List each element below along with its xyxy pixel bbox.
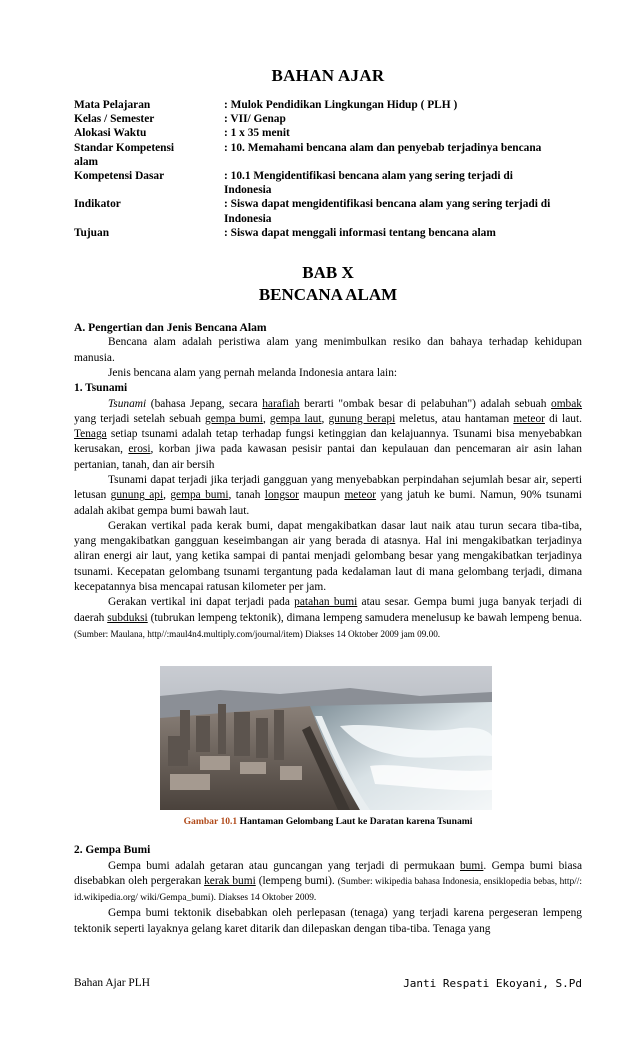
footer-author: Janti Respati Ekoyani, S.Pd — [403, 977, 582, 990]
text-run: yang jatuh ke bumi. Namun, 90% tsunami adalah akibat gempa bumi bawah laut. — [74, 489, 582, 517]
link-longsor[interactable]: longsor — [264, 489, 299, 502]
figure-caption — [74, 814, 582, 829]
meta-value: : 10.1 Mengidentifikasi bencana alam yang sering terjadi di — [224, 170, 513, 183]
text-run: di laut. — [544, 412, 582, 425]
meta-row — [74, 98, 582, 112]
chapter-title: BENCANA ALAM — [258, 285, 398, 305]
section-a-heading: A. Pengertian dan Jenis Bencana Alam — [74, 321, 267, 335]
body-text — [74, 320, 582, 937]
figure-label: Gambar 10.1 — [183, 815, 238, 827]
meta-value: : 10. Memahami bencana alam dan penyebab terjadinya bencana — [224, 141, 542, 154]
link-gempa-laut[interactable]: gempa laut — [269, 412, 322, 425]
meta-row — [74, 226, 582, 240]
meta-value: Indonesia — [224, 212, 272, 225]
meta-row — [74, 112, 582, 126]
text-run: (bahasa Jepang, secara — [146, 397, 263, 410]
text-run: Gerakan vertikal ini dapat terjadi pada — [108, 596, 295, 609]
meta-table — [74, 98, 582, 240]
term-tsunami: Tsunami — [108, 397, 147, 410]
meta-key: Kompetensi Dasar — [74, 170, 165, 183]
meta-row — [74, 141, 582, 155]
gempa-heading: 2. Gempa Bumi — [74, 844, 151, 857]
meta-value: : Siswa dapat mengidentifikasi bencana alam yang sering terjadi di — [224, 198, 551, 211]
link-gempa-bumi-2[interactable]: gempa bumi — [170, 489, 229, 502]
meta-key: Alokasi Waktu — [74, 127, 147, 140]
text-run: , korban jiwa pada kawasan pesisir pantai dan kepulauan dan pencemaran air asin lahan pertanian, tanah, dan air bersih — [74, 443, 582, 471]
meta-value: : 1 x 35 menit — [224, 127, 290, 140]
meta-row — [74, 155, 582, 169]
meta-key: Mata Pelajaran — [74, 99, 151, 111]
document-page — [74, 0, 582, 937]
text-run: Tsunami dapat terjadi jika terjadi gangguan yang menyebabkan perpindahan sejumlah besar air, seperti letusan — [74, 474, 582, 502]
intro-paragraph-2: Jenis bencana alam yang pernah melanda Indonesia antara lain: — [108, 366, 398, 379]
chapter-number: BAB X — [302, 263, 354, 283]
tsunami-heading: 1. Tsunami — [74, 382, 128, 395]
link-kerak-bumi[interactable]: kerak bumi — [204, 874, 256, 887]
meta-value: : Siswa dapat menggali informasi tentang bencana alam — [224, 226, 496, 239]
meta-row — [74, 126, 582, 140]
meta-row — [74, 183, 582, 197]
link-harafiah[interactable]: harafiah — [262, 397, 300, 410]
gempa-paragraph-1 — [74, 859, 582, 907]
link-patahan-bumi[interactable]: patahan bumi — [294, 596, 358, 609]
tsunami-photo-image — [160, 666, 492, 810]
link-bumi[interactable]: bumi — [459, 859, 484, 872]
tsunami-paragraph-1 — [74, 397, 582, 473]
link-subduksi[interactable]: subduksi — [107, 611, 148, 624]
document-title: BAHAN AJAR — [271, 66, 385, 85]
text-run: (tubrukan lempeng tektonik), dimana lempeng samudera menelusup ke bawah lempeng benua. — [147, 611, 583, 624]
text-run: , tanah — [228, 489, 265, 502]
link-gunung-berapi[interactable]: gunung berapi — [328, 412, 396, 425]
text-run: , — [321, 412, 329, 425]
text-run: Gempa bumi adalah getaran atau guncangan yang terjadi di permukaan — [108, 859, 460, 872]
link-gunung-api[interactable]: gunung api — [110, 489, 164, 502]
link-meteor-2[interactable]: meteor — [344, 489, 377, 502]
text-run: , — [262, 412, 270, 425]
text-run: setiap tsunami adalah tetap terhadap fungsi ketinggian dan kelajuannya. Tsunami bisa menyebabkan kerusakan, — [74, 428, 582, 456]
figure-caption-text: Hantaman Gelombang Laut ke Daratan karena Tsunami — [237, 815, 473, 827]
tsunami-paragraph-2 — [74, 473, 582, 519]
tsunami-photo — [160, 666, 492, 810]
link-tenaga[interactable]: Tenaga — [74, 428, 107, 441]
meta-value: Indonesia — [224, 184, 272, 197]
meta-row — [74, 212, 582, 226]
meta-key: Standar Kompetensi — [74, 141, 175, 154]
text-run: yang terjadi setelah sebuah — [74, 412, 206, 425]
text-run: atau sesar. Gempa bumi juga banyak terjadi di daerah — [74, 596, 582, 624]
tsunami-paragraph-4 — [74, 595, 582, 626]
text-run: maupun — [298, 489, 345, 502]
meta-value: : VII/ Genap — [224, 113, 286, 126]
tsunami-source: (Sumber: Maulana, http//:maul4n4.multiply.com/journal/item) Diakses 14 Oktober 2009 jam 09.00. — [74, 628, 441, 639]
meta-key — [74, 212, 224, 226]
text-run: . Gempa bumi biasa disebabkan oleh pergerakan — [74, 859, 582, 887]
meta-row — [74, 169, 582, 183]
link-ombak[interactable]: ombak — [551, 397, 583, 410]
footer-left: Bahan Ajar PLH — [74, 977, 150, 989]
tsunami-paragraph-3: Gerakan vertikal pada kerak bumi, dapat mengakibatkan dasar laut naik atau turun secara tiba-tiba, yang mengakibatkan gangguan keseimbangan air yang berada di atasnya. Hal ini mengakibatkan terjadinya aliran energi air laut, yang ketika sampai di pantai menjadi gelombang besar yang mengakibatkan terjadinya tsunami. Kecepatan gelombang tsunami tergantung pada kedalaman laut di mana gelombang terjadi, dimana kecepatannya bisa mencapai ratusan kilometer per jam. — [74, 519, 582, 594]
meta-value: : Mulok Pendidikan Lingkungan Hidup ( PLH ) — [224, 99, 458, 111]
meta-key: Indikator — [74, 198, 121, 211]
meta-key: Tujuan — [74, 226, 110, 239]
text-run: meletus, atau hantaman — [395, 412, 514, 425]
intro-paragraph: Bencana alam adalah peristiwa alam yang menimbulkan resiko dan bahaya terhadap kehidupan manusia. — [74, 336, 582, 364]
page-footer — [74, 977, 582, 990]
meta-key — [74, 183, 224, 197]
meta-value — [224, 155, 582, 169]
text-run: berarti "ombak besar di pelabuhan") adalah sebuah — [299, 397, 551, 410]
text-run: (lempeng bumi). — [255, 874, 338, 887]
link-gempa-bumi[interactable]: gempa bumi — [205, 412, 263, 425]
meta-key: Kelas / Semester — [74, 113, 155, 126]
link-meteor[interactable]: meteor — [513, 412, 545, 425]
text-run: , — [163, 489, 171, 502]
chapter-heading — [74, 262, 582, 306]
gempa-source: (Sumber: wikipedia bahasa Indonesia, ensiklopedia bebas, http//: id.wikipedia.org/ wiki/Gempa_bumi). Diakses 14 Oktober 2009. — [74, 876, 582, 904]
gempa-paragraph-2: Gempa bumi tektonik disebabkan oleh perlepasan (tenaga) yang terjadi karena pergeseran lempeng tektonik seperti layaknya gelang karet ditarik dan dilepaskan dengan tiba-tiba. Tenaga yang — [74, 907, 582, 935]
meta-row — [74, 197, 582, 211]
link-erosi[interactable]: erosi — [128, 443, 151, 456]
meta-key: alam — [74, 155, 99, 168]
